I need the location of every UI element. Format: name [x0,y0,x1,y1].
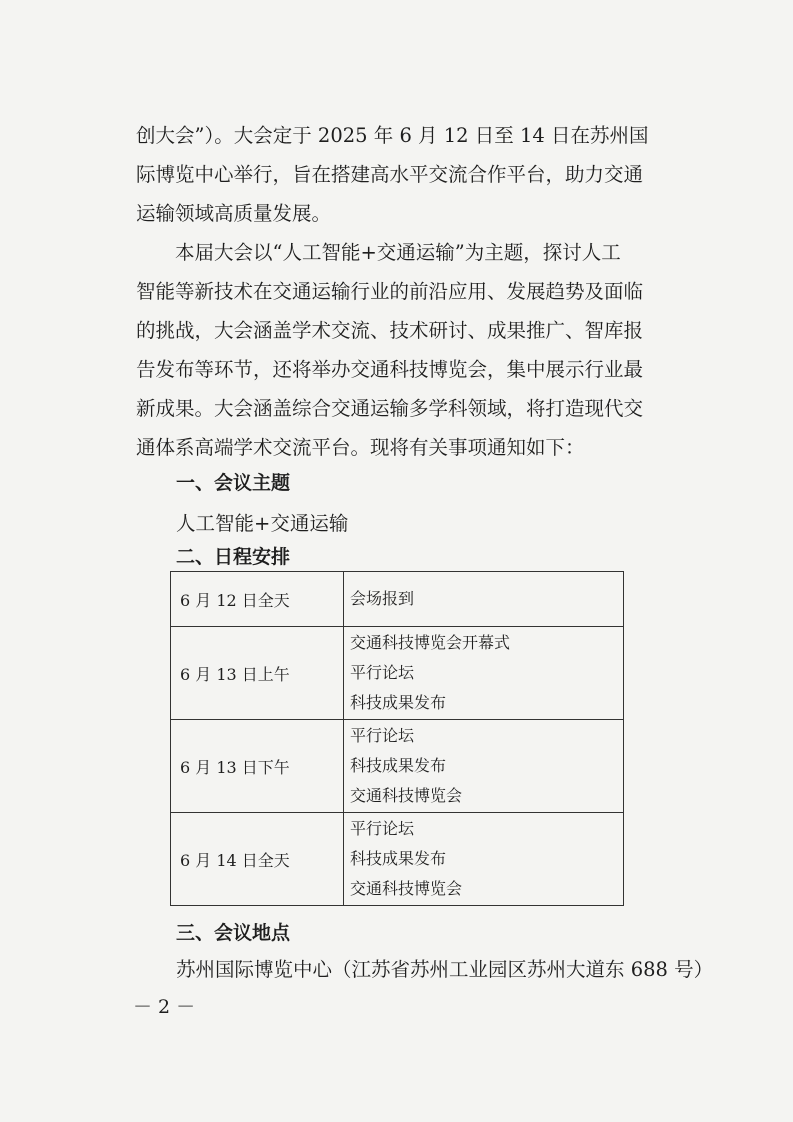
paragraph-line: 通体系高端学术交流平台。现将有关事项通知如下： [136,436,585,459]
paragraph-line: 智能等新技术在交通运输行业的前沿应用、发展趋势及面临 [136,280,644,303]
section-heading-venue: 三、会议地点 [176,922,291,944]
schedule-time-cell: 6 月 13 日下午 [171,720,344,813]
page-number: － 2 － [133,996,196,1018]
paragraph-line: 告发布等环节，还将举办交通科技博览会，集中展示行业最 [136,358,644,381]
activity-item: 平行论坛 [350,726,415,745]
schedule-time-cell: 6 月 12 日全天 [171,572,344,627]
schedule-activities-cell [344,627,624,720]
activity-item: 科技成果发布 [350,693,447,712]
activity-item: 交通科技博览会 [350,879,463,898]
schedule-activities-cell [344,813,624,906]
activity-item: 交通科技博览会开幕式 [350,633,511,652]
schedule-time-cell: 6 月 14 日全天 [171,813,344,906]
section-heading-schedule: 二、日程安排 [176,546,291,568]
table-row [171,627,624,720]
table-row [171,813,624,906]
activity-item: 平行论坛 [350,663,415,682]
schedule-table [170,571,624,906]
paragraph-line: 际博览中心举行，旨在搭建高水平交流合作平台，助力交通 [136,163,644,186]
schedule-activities-cell [344,720,624,813]
section-heading-theme: 一、会议主题 [176,472,291,494]
intro-paragraph [136,116,661,233]
paragraph-line: 的挑战，大会涵盖学术交流、技术研讨、成果推广、智库报 [136,319,644,342]
table-row [171,720,624,813]
table-row [171,572,624,627]
activity-item: 平行论坛 [350,819,415,838]
section-content-venue: 苏州国际博览中心（江苏省苏州工业园区苏州大道东 688 号） [176,958,714,981]
activity-item: 科技成果发布 [350,756,447,775]
paragraph-line: 新成果。大会涵盖综合交通运输多学科领域，将打造现代交 [136,397,644,420]
paragraph-line: 运输领域高质量发展。 [136,202,332,225]
activity-item: 交通科技博览会 [350,786,463,805]
activity-item: 会场报到 [350,589,415,608]
paragraph-line: 创大会”）。大会定于 2025 年 6 月 12 日至 14 日在苏州国 [136,124,649,147]
activity-item: 科技成果发布 [350,849,447,868]
section-content-theme: 人工智能+交通运输 [176,512,349,535]
theme-paragraph [136,233,661,467]
schedule-time-cell: 6 月 13 日上午 [171,627,344,720]
schedule-activities-cell [344,572,624,627]
paragraph-line: 本届大会以“人工智能+交通运输”为主题，探讨人工 [136,241,621,264]
